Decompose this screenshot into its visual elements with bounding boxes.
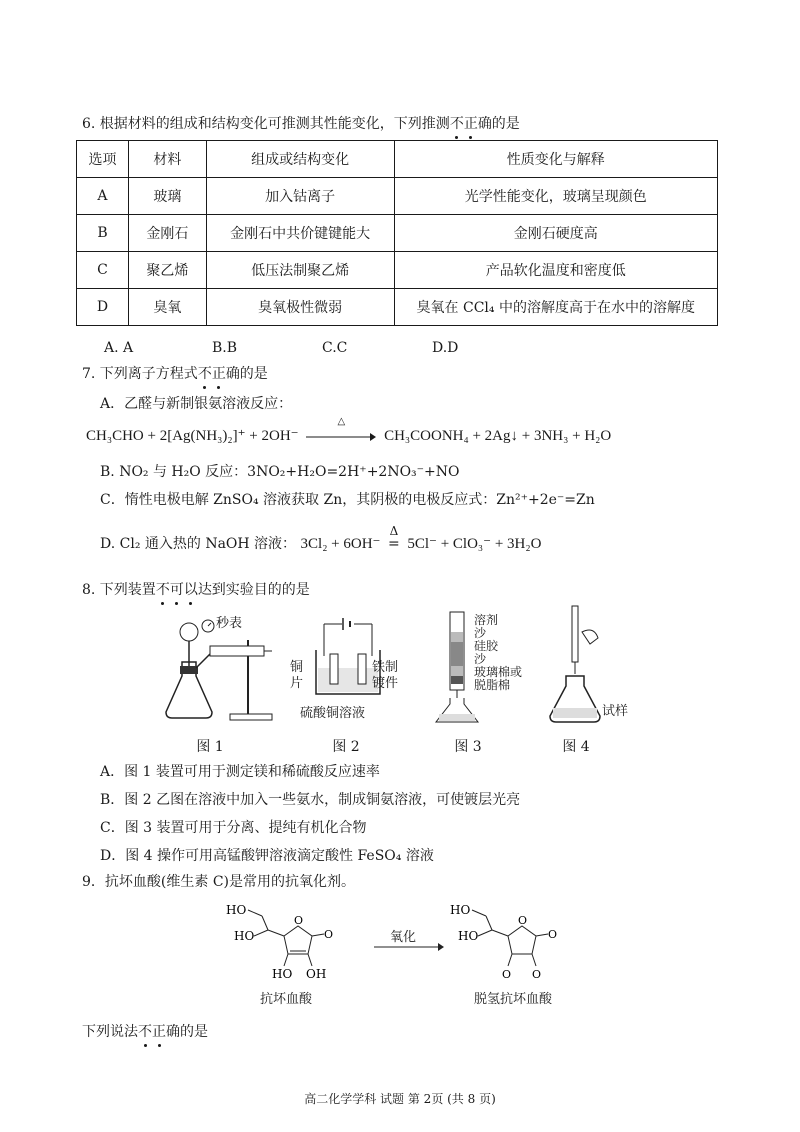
atom-label: O	[294, 914, 304, 927]
atom-label: O	[502, 968, 512, 981]
atom-label: O	[518, 914, 528, 927]
emphasis-dot-char: 可	[169, 582, 184, 598]
emphasis-dot-char: 不	[449, 116, 464, 132]
figure-caption: 图 4	[562, 739, 590, 755]
fig1-stopwatch-label: 秒表	[216, 616, 243, 631]
table-cell: D	[77, 289, 129, 326]
fig3-label: 溶剂	[474, 613, 499, 627]
q7-stem: 7. 下列离子方程式不正确的是	[82, 366, 268, 382]
figure-caption: 图 2	[332, 739, 360, 755]
table-cell: 金刚石	[128, 215, 206, 252]
atom-label: OH	[306, 967, 327, 981]
table-cell: C	[77, 252, 129, 289]
table-row	[77, 252, 718, 289]
figure-caption: 图 3	[454, 739, 482, 755]
header-cell: 材料	[128, 141, 206, 178]
emphasis-dot-char: 正	[152, 1024, 166, 1040]
header-cell: 组成或结构变化	[206, 141, 394, 178]
page-footer: 高二化学学科 试题 第 2页 (共 8 页)	[304, 1092, 496, 1106]
q7-option-a-text[interactable]: A．乙醛与新制银氨溶液反应：	[100, 396, 293, 412]
table-cell: A	[77, 178, 129, 215]
atom-label: O	[324, 928, 334, 941]
emphasis-dot-char: 不	[197, 366, 212, 382]
oxidation-label: 氧化	[390, 930, 417, 945]
table-cell: 低压法制聚乙烯	[206, 252, 394, 289]
ascorbic-acid-structure	[226, 900, 336, 988]
atom-label: HO	[234, 929, 255, 943]
fig2-left-label: 铜片	[290, 660, 304, 691]
q7-option-c[interactable]: C．惰性电极电解 ZnSO₄ 溶液获取 Zn，其阴极的电极反应式：Zn²⁺+2e⁻=Zn	[100, 492, 595, 508]
q7-option-d[interactable]: D. Cl₂ 通入热的 NaOH 溶液： 3Cl₂ + 6OH⁻ Δ = 5Cl⁻ + ClO₃⁻ + 3H₂O	[100, 534, 541, 554]
q9-stem: 9．抗坏血酸(维生素 C)是常用的抗氧化剂。	[82, 874, 355, 890]
dehydroascorbic-acid-structure	[450, 900, 570, 988]
table-cell: 聚乙烯	[128, 252, 206, 289]
equation-right: 5Cl⁻ + ClO₃⁻ + 3H₂O	[407, 536, 542, 552]
reaction-arrow	[306, 416, 376, 445]
emphasis-dot-char: 不	[138, 1024, 152, 1040]
table-cell: 金刚石中共价键键能大	[206, 215, 394, 252]
table-header-row	[77, 141, 718, 178]
arrow-icon	[306, 432, 376, 442]
atom-label: HO	[458, 929, 479, 943]
atom-label: HO	[450, 903, 471, 917]
atom-label: HO	[272, 967, 293, 981]
q6-option-d[interactable]: D.D	[432, 340, 459, 356]
table-cell: 臭氧	[128, 289, 206, 326]
dehydroascorbic-acid-label: 脱氢抗坏血酸	[474, 992, 553, 1007]
emphasis-dot-char: 正	[211, 366, 226, 382]
table-row	[77, 178, 718, 215]
q8-option-d[interactable]: D．图 4 操作可用高锰酸钾溶液滴定酸性 FeSO₄ 溶液	[100, 848, 434, 864]
q6-option-b[interactable]: B.B	[212, 340, 238, 356]
q8-option-b[interactable]: B．图 2 乙图在溶液中加入一些氨水，制成铜氨溶液，可使镀层光亮	[100, 792, 521, 808]
emphasis-dot-char: 以	[183, 582, 198, 598]
equation-right: CH₃COONH₄ + 2Ag↓ + 3NH₃ + H₂O	[384, 428, 612, 444]
fig3-label: 沙	[474, 652, 487, 666]
reaction-arrow-icon	[374, 942, 444, 952]
fig3-label: 脱脂棉	[474, 678, 511, 692]
q9-follow-stem: 下列说法不正确的是	[82, 1024, 208, 1040]
condition-heat: Δ	[389, 524, 399, 538]
q6-stem: 6. 根据材料的组成和结构变化可推测其性能变化，下列推测不正确的是	[82, 116, 520, 132]
table-row	[77, 215, 718, 252]
q6-table	[76, 140, 718, 326]
fig3-label: 玻璃棉或	[474, 665, 523, 679]
header-cell: 性质变化与解释	[394, 141, 717, 178]
atom-label: O	[532, 968, 542, 981]
table-cell: 臭氧极性微弱	[206, 289, 394, 326]
fig2-right-label: 铁制镀件	[372, 660, 399, 691]
q8-stem: 8. 下列装置不可以达到实验目的的是	[82, 582, 310, 598]
emphasis-dot-char: 不	[155, 582, 170, 598]
figure-caption: 图 1	[196, 739, 224, 755]
fig2-solution-label: 硫酸铜溶液	[300, 706, 366, 721]
table-cell: 光学性能变化，玻璃呈现颜色	[394, 178, 717, 215]
atom-label: O	[548, 928, 558, 941]
q7-equation-a	[86, 416, 612, 445]
equal-sign-with-condition: Δ =	[385, 534, 403, 554]
fig3-labels	[474, 614, 522, 692]
q6-option-a[interactable]: A. A	[104, 340, 134, 356]
equation-left: CH₃CHO + 2[Ag(NH₃)₂]⁺ + 2OH⁻	[86, 428, 299, 444]
ascorbic-acid-label: 抗坏血酸	[260, 992, 313, 1007]
table-cell: 臭氧在 CCl₄ 中的溶解度高于在水中的溶解度	[394, 289, 717, 326]
header-cell: 选项	[77, 141, 129, 178]
q8-option-a[interactable]: A．图 1 装置可用于测定镁和稀硫酸反应速率	[100, 764, 380, 780]
table-cell: 玻璃	[128, 178, 206, 215]
table-cell: 金刚石硬度高	[394, 215, 717, 252]
emphasis-dot-char: 正	[463, 116, 478, 132]
table-row	[77, 289, 718, 326]
table-cell: 加入钴离子	[206, 178, 394, 215]
fig4-sample-label: 试样	[602, 704, 629, 719]
condition-heat: △	[337, 416, 346, 427]
q6-option-c[interactable]: C.C	[322, 340, 348, 356]
equation-left: 3Cl₂ + 6OH⁻	[300, 536, 381, 552]
fig3-label: 硅胶	[474, 639, 499, 653]
table-cell: B	[77, 215, 129, 252]
q7-option-b[interactable]: B. NO₂ 与 H₂O 反应：3NO₂+H₂O=2H⁺+2NO₃⁻+NO	[100, 464, 460, 480]
atom-label: HO	[226, 903, 247, 917]
fig3-label: 沙	[474, 626, 487, 640]
q8-option-c[interactable]: C．图 3 装置可用于分离、提纯有机化合物	[100, 820, 367, 836]
table-cell: 产品软化温度和密度低	[394, 252, 717, 289]
